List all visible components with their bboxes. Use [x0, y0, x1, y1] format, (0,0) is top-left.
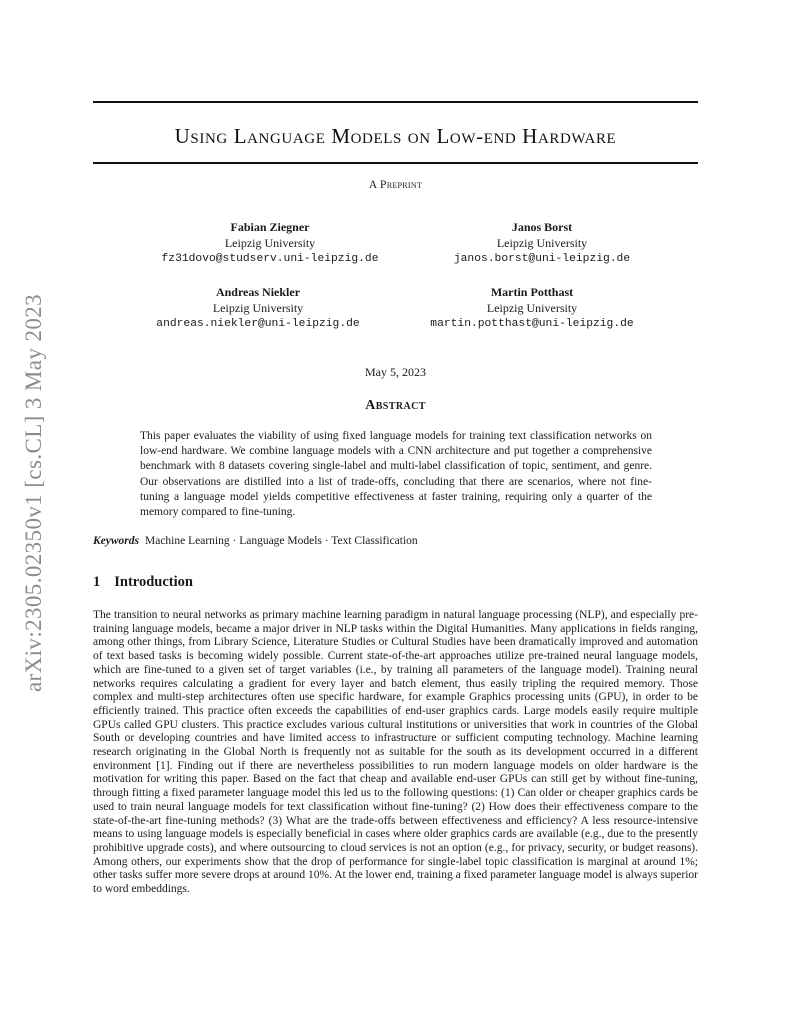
- author-affiliation: Leipzig University: [496, 236, 588, 250]
- author-affiliation: Leipzig University: [212, 301, 304, 315]
- keywords-list: Machine Learning · Language Models · Text Classification: [145, 535, 418, 547]
- author-name: Martin Potthast: [490, 285, 574, 299]
- author-name: Fabian Ziegner: [230, 220, 310, 234]
- keywords-label: Keywords: [93, 535, 139, 547]
- author-email[interactable]: andreas.niekler@uni-leipzig.de: [156, 318, 360, 330]
- keywords-line: [93, 535, 698, 547]
- author-block: [108, 284, 408, 332]
- author-block: [392, 219, 692, 267]
- title-rule-top: [93, 101, 698, 103]
- author-block: [382, 284, 682, 332]
- section-title: Introduction: [114, 574, 193, 590]
- author-name: Andreas Niekler: [215, 285, 301, 299]
- intro-paragraph: The transition to neural networks as primary machine learning paradigm in natural language processing (NLP), and especially pre-training language models, became a major driver in NLP tasks within the Digital Humanities. Many applications in fields ranging, among other things, from Library Science, Literature Studies or Cultural Studies have been dramatically improved and automation of text based tasks is becoming widely possible. Current state-of-the-art approaches utilize pre-trained neural language models, which are fine-tuned to a given set of target variables (i.e., by training all parameters of the language model). Training neural networks requires calculating a gradient for every layer and batch element, thus easily tripling the required memory. Those complex and multi-step architectures often use specific hardware, for example Graphics processing units (GPU), in order to be efficiently trained. This practice often exceeds the capabilities of end-user graphics cards. Large models easily require multiple GPUs called GPU clusters. This practice excludes various cultural institutions or universities that work in countries of the Global South or developing countries and have limited access to infrastructure or sufficient computing technology. Machine learning research originating in the Global North is frequently not as suitable for the south as its development occurred in a different environment [1]. Finding out if there are nevertheless possibilities to run modern language models on older hardware is the motivation for writing this paper. Based on the fact that cheap and available end-user GPUs can still get by without fine-tuning, through fitting a fixed parameter language model this led us to the following questions: (1) Can older or cheaper graphics cards be used to train neural language models for text classification without fine-tuning? (2) How does their effectiveness compare to the state-of-the-art fine-tuning methods? (3) What are the trade-offs between effectiveness and efficiency? A less resource-intensive means to using language models is especially beneficial in cases where older graphics cards are available (e.g., due to the presently prohibitive upgrade costs), and where outsourcing to cloud services is not an option (e.g., for privacy, security, or budget reasons). Among others, our experiments show that the drop of performance for single-label topic classification is marginal at around 1%; other tasks suffer more severe drops at around 10%. At the lower end, training a fixed parameter language model is always superior to word embeddings.: [93, 609, 698, 896]
- paper-date: May 5, 2023: [365, 365, 426, 379]
- abstract-text: This paper evaluates the viability of using fixed language models for training text classification networks on low-end hardware. We combine language models with a CNN architecture and put together a comprehensive benchmark with 8 datasets covering single-label and multi-label classification of topic, sentiment, and genre. Our observations are distilled into a list of trade-offs, concluding that there are scenarios, where not fine-tuning a language model yields competitive effectiveness at faster training, requiring only a quarter of the memory compared to fine-tuning.: [140, 430, 652, 519]
- author-email[interactable]: fz31dovo@studserv.uni-leipzig.de: [161, 253, 379, 265]
- author-affiliation: Leipzig University: [224, 236, 316, 250]
- paper-title: Using Language Models on Low-end Hardware: [174, 124, 617, 148]
- author-name: Janos Borst: [511, 220, 573, 234]
- author-email[interactable]: martin.potthast@uni-leipzig.de: [430, 318, 634, 330]
- abstract-heading: Abstract: [365, 398, 426, 413]
- section-number: 1: [93, 574, 101, 590]
- title-rule-bottom: [93, 162, 698, 164]
- author-block: [120, 219, 420, 267]
- author-affiliation: Leipzig University: [486, 301, 578, 315]
- section-heading: [93, 574, 193, 591]
- arxiv-stamp[interactable]: arXiv:2305.02350v1 [cs.CL] 3 May 2023: [21, 293, 46, 693]
- author-email[interactable]: janos.borst@uni-leipzig.de: [453, 253, 631, 265]
- preprint-label: A Preprint: [368, 179, 423, 191]
